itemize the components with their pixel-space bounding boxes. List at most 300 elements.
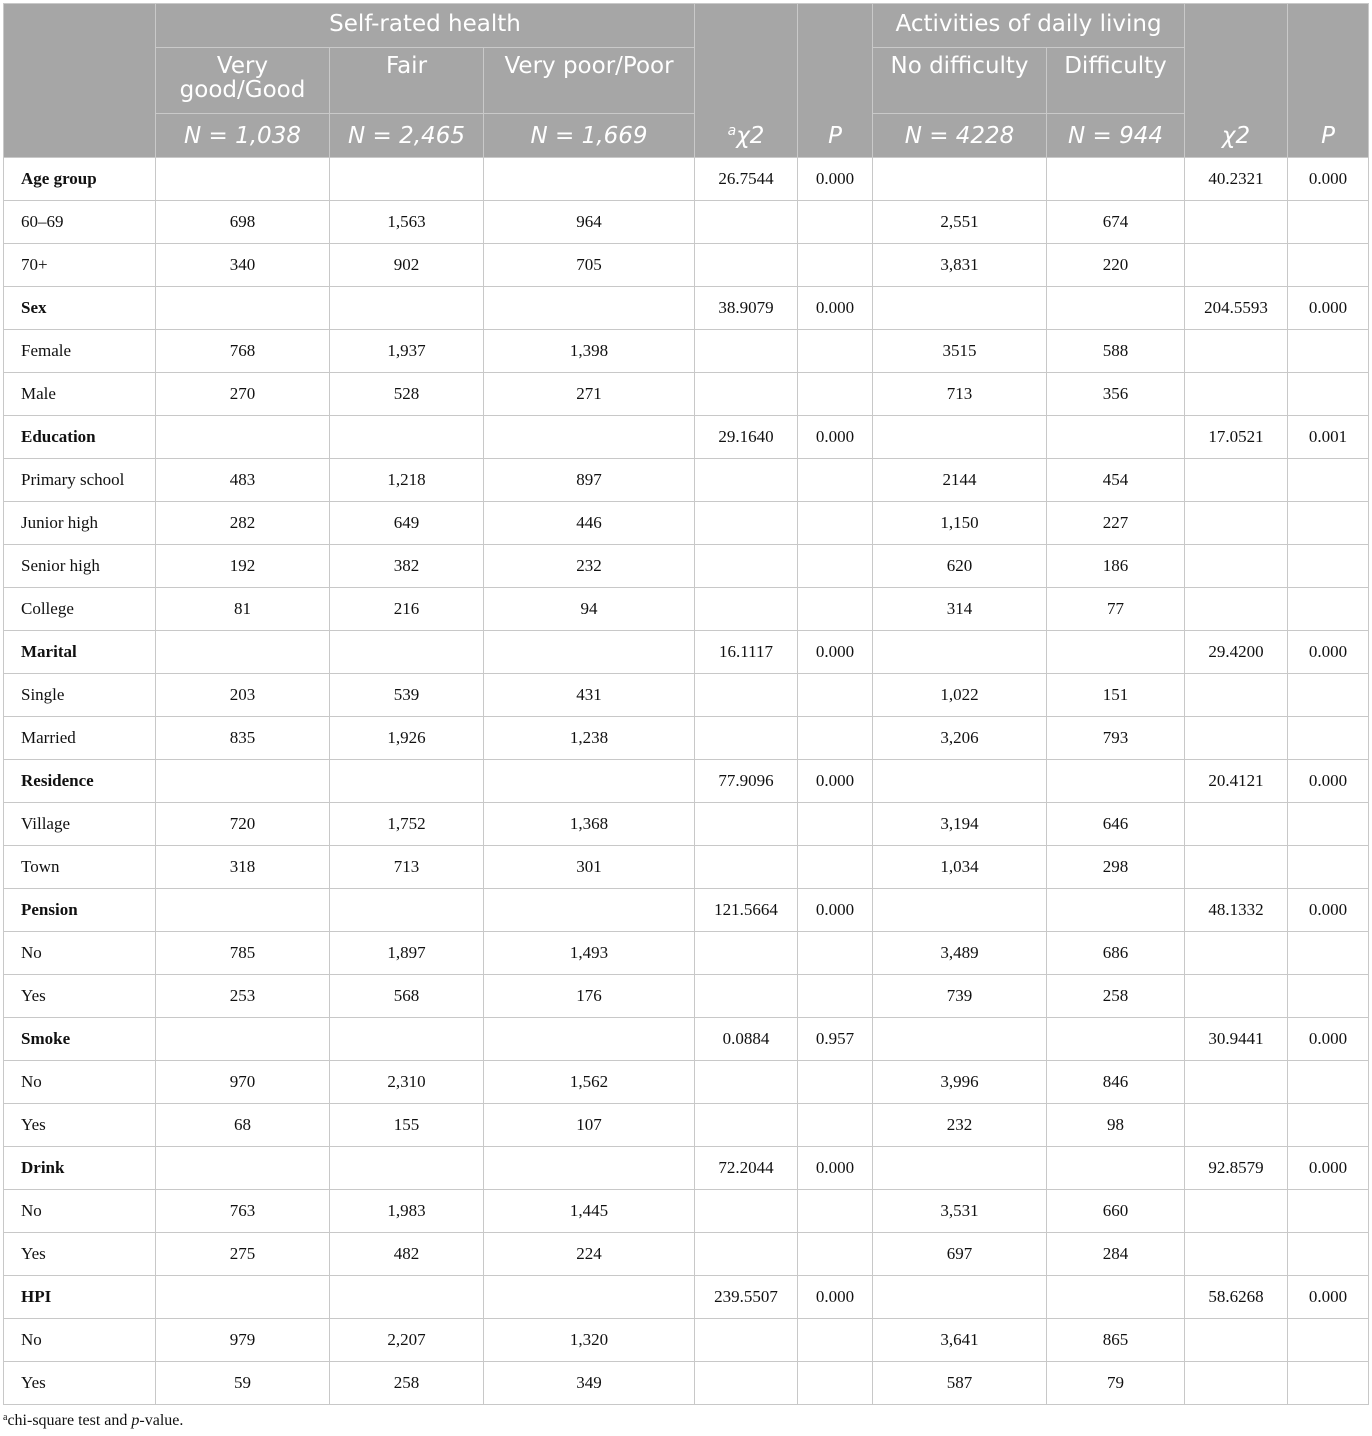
table-row bbox=[4, 201, 1369, 244]
table-group-row bbox=[4, 760, 1369, 803]
cell-chi-square-2: 20.4121 bbox=[1185, 760, 1288, 803]
cell-p-1 bbox=[798, 1362, 873, 1405]
cell-p-1: 0.000 bbox=[798, 1276, 873, 1319]
cell-chi-square-1 bbox=[695, 1104, 798, 1147]
cell-srh-2: 713 bbox=[330, 846, 484, 889]
cell-srh-3 bbox=[484, 889, 695, 932]
table-row bbox=[4, 1233, 1369, 1276]
cell-chi-square-2: 30.9441 bbox=[1185, 1018, 1288, 1061]
header-very-poor-poor: Very poor/Poor bbox=[484, 48, 695, 114]
cell-chi-square-2 bbox=[1185, 717, 1288, 760]
cell-adl-2: 186 bbox=[1047, 545, 1185, 588]
cell-adl-1: 3,641 bbox=[873, 1319, 1047, 1362]
cell-srh-3: 1,238 bbox=[484, 717, 695, 760]
table-row bbox=[4, 932, 1369, 975]
cell-p-1 bbox=[798, 373, 873, 416]
cell-adl-2: 646 bbox=[1047, 803, 1185, 846]
cell-chi-square-1 bbox=[695, 502, 798, 545]
row-label: No bbox=[4, 1190, 156, 1233]
row-label: College bbox=[4, 588, 156, 631]
cell-chi-square-2 bbox=[1185, 330, 1288, 373]
table-group-row bbox=[4, 1147, 1369, 1190]
cell-srh-2: 568 bbox=[330, 975, 484, 1018]
cell-p-2 bbox=[1288, 459, 1369, 502]
cell-srh-2: 482 bbox=[330, 1233, 484, 1276]
cell-chi-square-1 bbox=[695, 717, 798, 760]
cell-p-2: 0.000 bbox=[1288, 158, 1369, 201]
cell-adl-2: 660 bbox=[1047, 1190, 1185, 1233]
cell-srh-1 bbox=[156, 889, 330, 932]
cell-chi-square-1 bbox=[695, 846, 798, 889]
cell-p-2 bbox=[1288, 1362, 1369, 1405]
cell-srh-3: 1,398 bbox=[484, 330, 695, 373]
table-row bbox=[4, 459, 1369, 502]
cell-srh-2 bbox=[330, 287, 484, 330]
cell-adl-2: 846 bbox=[1047, 1061, 1185, 1104]
cell-p-1: 0.000 bbox=[798, 158, 873, 201]
cell-chi-square-1: 26.7544 bbox=[695, 158, 798, 201]
cell-srh-2: 1,937 bbox=[330, 330, 484, 373]
cell-srh-2 bbox=[330, 1147, 484, 1190]
cell-srh-1: 81 bbox=[156, 588, 330, 631]
cell-p-1 bbox=[798, 674, 873, 717]
cell-p-1 bbox=[798, 975, 873, 1018]
cell-adl-1: 2144 bbox=[873, 459, 1047, 502]
cell-p-2 bbox=[1288, 674, 1369, 717]
row-label: No bbox=[4, 932, 156, 975]
cell-adl-2: 220 bbox=[1047, 244, 1185, 287]
cell-srh-1: 979 bbox=[156, 1319, 330, 1362]
cell-p-1: 0.957 bbox=[798, 1018, 873, 1061]
cell-srh-3 bbox=[484, 1147, 695, 1190]
cell-adl-2 bbox=[1047, 416, 1185, 459]
table-group-row bbox=[4, 416, 1369, 459]
cell-srh-2: 216 bbox=[330, 588, 484, 631]
cell-p-2: 0.000 bbox=[1288, 631, 1369, 674]
cell-p-2: 0.000 bbox=[1288, 287, 1369, 330]
cell-srh-3: 1,493 bbox=[484, 932, 695, 975]
table-row bbox=[4, 588, 1369, 631]
header-difficulty: Difficulty bbox=[1047, 48, 1185, 114]
cell-p-1 bbox=[798, 846, 873, 889]
cell-srh-3: 964 bbox=[484, 201, 695, 244]
table-row bbox=[4, 674, 1369, 717]
cell-p-1 bbox=[798, 545, 873, 588]
cell-srh-1 bbox=[156, 1276, 330, 1319]
cell-srh-1: 318 bbox=[156, 846, 330, 889]
cell-p-1: 0.000 bbox=[798, 416, 873, 459]
table-row bbox=[4, 803, 1369, 846]
cell-srh-2: 1,897 bbox=[330, 932, 484, 975]
cell-chi-square-1: 72.2044 bbox=[695, 1147, 798, 1190]
cell-adl-2: 865 bbox=[1047, 1319, 1185, 1362]
cell-chi-square-2: 92.8579 bbox=[1185, 1147, 1288, 1190]
cell-p-2 bbox=[1288, 1190, 1369, 1233]
cell-srh-2 bbox=[330, 158, 484, 201]
cell-srh-3: 705 bbox=[484, 244, 695, 287]
cell-chi-square-1: 239.5507 bbox=[695, 1276, 798, 1319]
cell-srh-1: 203 bbox=[156, 674, 330, 717]
cell-srh-3: 176 bbox=[484, 975, 695, 1018]
cell-adl-2: 77 bbox=[1047, 588, 1185, 631]
cell-p-2 bbox=[1288, 201, 1369, 244]
cell-srh-3: 94 bbox=[484, 588, 695, 631]
cell-srh-1: 192 bbox=[156, 545, 330, 588]
header-fair: Fair bbox=[330, 48, 484, 114]
cell-adl-1 bbox=[873, 416, 1047, 459]
cell-srh-3: 1,320 bbox=[484, 1319, 695, 1362]
cell-adl-2 bbox=[1047, 631, 1185, 674]
cell-adl-1: 713 bbox=[873, 373, 1047, 416]
cell-adl-1: 3515 bbox=[873, 330, 1047, 373]
data-table bbox=[3, 3, 1369, 1405]
header-n-very-good-good: N = 1,038 bbox=[156, 114, 330, 158]
cell-srh-1 bbox=[156, 416, 330, 459]
cell-p-1 bbox=[798, 502, 873, 545]
header-self-rated-health: Self-rated health bbox=[156, 4, 695, 48]
cell-chi-square-2 bbox=[1185, 1319, 1288, 1362]
row-label: Pension bbox=[4, 889, 156, 932]
table-row bbox=[4, 244, 1369, 287]
cell-adl-2: 588 bbox=[1047, 330, 1185, 373]
cell-p-1 bbox=[798, 932, 873, 975]
cell-p-1 bbox=[798, 1104, 873, 1147]
cell-p-1 bbox=[798, 1233, 873, 1276]
header-blank-cell bbox=[4, 4, 156, 158]
cell-srh-1: 970 bbox=[156, 1061, 330, 1104]
cell-p-2 bbox=[1288, 1061, 1369, 1104]
cell-srh-1 bbox=[156, 1018, 330, 1061]
cell-chi-square-1: 16.1117 bbox=[695, 631, 798, 674]
cell-p-1 bbox=[798, 717, 873, 760]
cell-adl-1: 3,194 bbox=[873, 803, 1047, 846]
cell-adl-1: 697 bbox=[873, 1233, 1047, 1276]
cell-adl-2: 98 bbox=[1047, 1104, 1185, 1147]
cell-p-2: 0.000 bbox=[1288, 1147, 1369, 1190]
cell-srh-3 bbox=[484, 1276, 695, 1319]
cell-adl-1 bbox=[873, 158, 1047, 201]
cell-adl-1: 1,150 bbox=[873, 502, 1047, 545]
cell-srh-2: 539 bbox=[330, 674, 484, 717]
cell-chi-square-2 bbox=[1185, 373, 1288, 416]
cell-adl-1: 1,022 bbox=[873, 674, 1047, 717]
cell-chi-square-1 bbox=[695, 1362, 798, 1405]
cell-srh-2: 258 bbox=[330, 1362, 484, 1405]
cell-srh-3 bbox=[484, 416, 695, 459]
cell-srh-2: 902 bbox=[330, 244, 484, 287]
cell-chi-square-1 bbox=[695, 975, 798, 1018]
cell-srh-1: 270 bbox=[156, 373, 330, 416]
cell-chi-square-1 bbox=[695, 330, 798, 373]
row-label: Primary school bbox=[4, 459, 156, 502]
cell-adl-1 bbox=[873, 631, 1047, 674]
cell-chi-square-1 bbox=[695, 588, 798, 631]
cell-p-2 bbox=[1288, 545, 1369, 588]
cell-chi-square-1 bbox=[695, 201, 798, 244]
cell-p-2: 0.001 bbox=[1288, 416, 1369, 459]
row-label: Yes bbox=[4, 1233, 156, 1276]
cell-chi-square-1: 77.9096 bbox=[695, 760, 798, 803]
header-n-very-poor-poor: N = 1,669 bbox=[484, 114, 695, 158]
cell-p-2 bbox=[1288, 717, 1369, 760]
cell-chi-square-2 bbox=[1185, 588, 1288, 631]
cell-adl-1: 2,551 bbox=[873, 201, 1047, 244]
row-label: Junior high bbox=[4, 502, 156, 545]
cell-adl-2 bbox=[1047, 287, 1185, 330]
header-n-fair: N = 2,465 bbox=[330, 114, 484, 158]
cell-chi-square-1 bbox=[695, 803, 798, 846]
row-label: Village bbox=[4, 803, 156, 846]
header-n-no-difficulty: N = 4228 bbox=[873, 114, 1047, 158]
header-p-1: P bbox=[798, 4, 873, 158]
cell-chi-square-1 bbox=[695, 674, 798, 717]
cell-srh-2 bbox=[330, 416, 484, 459]
cell-p-1 bbox=[798, 803, 873, 846]
cell-p-2 bbox=[1288, 803, 1369, 846]
header-p-2: P bbox=[1288, 4, 1369, 158]
table-row bbox=[4, 502, 1369, 545]
table-row bbox=[4, 1362, 1369, 1405]
cell-chi-square-2 bbox=[1185, 1362, 1288, 1405]
cell-srh-3: 1,562 bbox=[484, 1061, 695, 1104]
cell-adl-2: 793 bbox=[1047, 717, 1185, 760]
cell-adl-1: 3,489 bbox=[873, 932, 1047, 975]
cell-srh-1 bbox=[156, 287, 330, 330]
header-n-difficulty: N = 944 bbox=[1047, 114, 1185, 158]
cell-srh-3: 224 bbox=[484, 1233, 695, 1276]
cell-chi-square-1 bbox=[695, 1319, 798, 1362]
table-group-row bbox=[4, 631, 1369, 674]
cell-srh-1: 68 bbox=[156, 1104, 330, 1147]
cell-p-2 bbox=[1288, 1319, 1369, 1362]
cell-p-1 bbox=[798, 588, 873, 631]
row-label: Yes bbox=[4, 975, 156, 1018]
cell-chi-square-2 bbox=[1185, 846, 1288, 889]
cell-p-1 bbox=[798, 244, 873, 287]
cell-chi-square-2 bbox=[1185, 502, 1288, 545]
cell-chi-square-2 bbox=[1185, 674, 1288, 717]
cell-p-2: 0.000 bbox=[1288, 889, 1369, 932]
cell-srh-2: 1,983 bbox=[330, 1190, 484, 1233]
row-label: Age group bbox=[4, 158, 156, 201]
table-row bbox=[4, 1104, 1369, 1147]
table-row bbox=[4, 1061, 1369, 1104]
table-group-row bbox=[4, 158, 1369, 201]
cell-chi-square-2 bbox=[1185, 244, 1288, 287]
cell-chi-square-1 bbox=[695, 459, 798, 502]
cell-chi-square-1 bbox=[695, 545, 798, 588]
cell-p-2 bbox=[1288, 932, 1369, 975]
table-group-row bbox=[4, 1276, 1369, 1319]
cell-p-1 bbox=[798, 201, 873, 244]
table-body bbox=[4, 158, 1369, 1405]
cell-adl-1: 314 bbox=[873, 588, 1047, 631]
table-row bbox=[4, 717, 1369, 760]
cell-adl-1 bbox=[873, 1276, 1047, 1319]
cell-srh-3: 232 bbox=[484, 545, 695, 588]
row-label: No bbox=[4, 1319, 156, 1362]
cell-p-2 bbox=[1288, 502, 1369, 545]
cell-p-2: 0.000 bbox=[1288, 1276, 1369, 1319]
cell-adl-2 bbox=[1047, 1276, 1185, 1319]
cell-adl-1: 620 bbox=[873, 545, 1047, 588]
cell-srh-2: 1,926 bbox=[330, 717, 484, 760]
cell-p-2 bbox=[1288, 975, 1369, 1018]
cell-srh-1: 698 bbox=[156, 201, 330, 244]
cell-chi-square-1: 0.0884 bbox=[695, 1018, 798, 1061]
cell-adl-1 bbox=[873, 889, 1047, 932]
row-label: Town bbox=[4, 846, 156, 889]
cell-adl-2: 454 bbox=[1047, 459, 1185, 502]
cell-srh-2 bbox=[330, 1276, 484, 1319]
row-label: Smoke bbox=[4, 1018, 156, 1061]
row-label: Drink bbox=[4, 1147, 156, 1190]
cell-p-1 bbox=[798, 1061, 873, 1104]
cell-srh-1: 253 bbox=[156, 975, 330, 1018]
table-group-row bbox=[4, 1018, 1369, 1061]
cell-p-2 bbox=[1288, 373, 1369, 416]
cell-chi-square-2 bbox=[1185, 1061, 1288, 1104]
cell-adl-2: 356 bbox=[1047, 373, 1185, 416]
cell-adl-1 bbox=[873, 1018, 1047, 1061]
table-row bbox=[4, 975, 1369, 1018]
cell-p-2 bbox=[1288, 1233, 1369, 1276]
cell-srh-2: 649 bbox=[330, 502, 484, 545]
cell-srh-3: 897 bbox=[484, 459, 695, 502]
cell-adl-2 bbox=[1047, 760, 1185, 803]
cell-adl-1: 3,996 bbox=[873, 1061, 1047, 1104]
cell-chi-square-2: 29.4200 bbox=[1185, 631, 1288, 674]
table-row bbox=[4, 373, 1369, 416]
cell-srh-2 bbox=[330, 760, 484, 803]
cell-srh-1 bbox=[156, 760, 330, 803]
cell-p-2: 0.000 bbox=[1288, 1018, 1369, 1061]
cell-srh-3 bbox=[484, 1018, 695, 1061]
row-label: No bbox=[4, 1061, 156, 1104]
row-label: HPI bbox=[4, 1276, 156, 1319]
cell-chi-square-2: 17.0521 bbox=[1185, 416, 1288, 459]
cell-p-2 bbox=[1288, 588, 1369, 631]
cell-srh-1 bbox=[156, 158, 330, 201]
cell-srh-1: 768 bbox=[156, 330, 330, 373]
cell-chi-square-1: 38.9079 bbox=[695, 287, 798, 330]
cell-p-1: 0.000 bbox=[798, 1147, 873, 1190]
table-row bbox=[4, 545, 1369, 588]
cell-srh-1: 763 bbox=[156, 1190, 330, 1233]
cell-p-2 bbox=[1288, 1104, 1369, 1147]
cell-p-2 bbox=[1288, 846, 1369, 889]
cell-srh-3: 107 bbox=[484, 1104, 695, 1147]
table-row bbox=[4, 846, 1369, 889]
cell-srh-3: 271 bbox=[484, 373, 695, 416]
cell-p-1: 0.000 bbox=[798, 287, 873, 330]
cell-srh-2 bbox=[330, 631, 484, 674]
cell-adl-2: 258 bbox=[1047, 975, 1185, 1018]
cell-chi-square-1 bbox=[695, 1190, 798, 1233]
cell-chi-square-1 bbox=[695, 1233, 798, 1276]
row-label: 60–69 bbox=[4, 201, 156, 244]
row-label: Sex bbox=[4, 287, 156, 330]
cell-chi-square-1 bbox=[695, 244, 798, 287]
cell-srh-1: 59 bbox=[156, 1362, 330, 1405]
cell-adl-2: 298 bbox=[1047, 846, 1185, 889]
header-chi-square-1: $^a$χ2 bbox=[695, 4, 798, 158]
cell-chi-square-2 bbox=[1185, 1190, 1288, 1233]
cell-adl-1: 739 bbox=[873, 975, 1047, 1018]
table-group-row bbox=[4, 287, 1369, 330]
row-label: Education bbox=[4, 416, 156, 459]
cell-chi-square-2 bbox=[1185, 975, 1288, 1018]
cell-srh-1 bbox=[156, 1147, 330, 1190]
cell-chi-square-1 bbox=[695, 373, 798, 416]
cell-chi-square-2 bbox=[1185, 545, 1288, 588]
cell-srh-3 bbox=[484, 287, 695, 330]
cell-srh-1: 282 bbox=[156, 502, 330, 545]
cell-srh-1 bbox=[156, 631, 330, 674]
cell-srh-2: 2,310 bbox=[330, 1061, 484, 1104]
cell-p-1: 0.000 bbox=[798, 889, 873, 932]
cell-chi-square-1: 29.1640 bbox=[695, 416, 798, 459]
cell-chi-square-2 bbox=[1185, 1233, 1288, 1276]
cell-srh-3 bbox=[484, 158, 695, 201]
cell-srh-2: 382 bbox=[330, 545, 484, 588]
row-label: Single bbox=[4, 674, 156, 717]
cell-srh-2: 528 bbox=[330, 373, 484, 416]
cell-adl-2 bbox=[1047, 1018, 1185, 1061]
cell-srh-1: 720 bbox=[156, 803, 330, 846]
cell-adl-2: 284 bbox=[1047, 1233, 1185, 1276]
table-header bbox=[4, 4, 1369, 158]
cell-adl-2 bbox=[1047, 1147, 1185, 1190]
cell-srh-2 bbox=[330, 889, 484, 932]
cell-chi-square-2 bbox=[1185, 803, 1288, 846]
cell-chi-square-2: 204.5593 bbox=[1185, 287, 1288, 330]
cell-adl-1: 1,034 bbox=[873, 846, 1047, 889]
cell-adl-1 bbox=[873, 1147, 1047, 1190]
cell-srh-3 bbox=[484, 631, 695, 674]
cell-p-1 bbox=[798, 459, 873, 502]
table-row bbox=[4, 1319, 1369, 1362]
cell-p-2 bbox=[1288, 330, 1369, 373]
cell-chi-square-1 bbox=[695, 932, 798, 975]
cell-adl-2: 674 bbox=[1047, 201, 1185, 244]
cell-chi-square-2 bbox=[1185, 1104, 1288, 1147]
cell-chi-square-2 bbox=[1185, 932, 1288, 975]
header-very-good-good: Very good/Good bbox=[156, 48, 330, 114]
cell-adl-1: 232 bbox=[873, 1104, 1047, 1147]
cell-chi-square-1: 121.5664 bbox=[695, 889, 798, 932]
header-chi-square-2: χ2 bbox=[1185, 4, 1288, 158]
cell-adl-2: 227 bbox=[1047, 502, 1185, 545]
cell-chi-square-2 bbox=[1185, 459, 1288, 502]
cell-srh-1: 785 bbox=[156, 932, 330, 975]
cell-srh-3: 446 bbox=[484, 502, 695, 545]
row-label: Married bbox=[4, 717, 156, 760]
cell-srh-2: 1,218 bbox=[330, 459, 484, 502]
cell-adl-2: 151 bbox=[1047, 674, 1185, 717]
cell-srh-3: 1,368 bbox=[484, 803, 695, 846]
table-row bbox=[4, 330, 1369, 373]
cell-srh-3: 1,445 bbox=[484, 1190, 695, 1233]
cell-p-1 bbox=[798, 1319, 873, 1362]
row-label: Yes bbox=[4, 1104, 156, 1147]
cell-p-1: 0.000 bbox=[798, 760, 873, 803]
cell-adl-1: 3,206 bbox=[873, 717, 1047, 760]
row-label: 70+ bbox=[4, 244, 156, 287]
cell-srh-1: 340 bbox=[156, 244, 330, 287]
cell-srh-3: 301 bbox=[484, 846, 695, 889]
cell-srh-2: 155 bbox=[330, 1104, 484, 1147]
